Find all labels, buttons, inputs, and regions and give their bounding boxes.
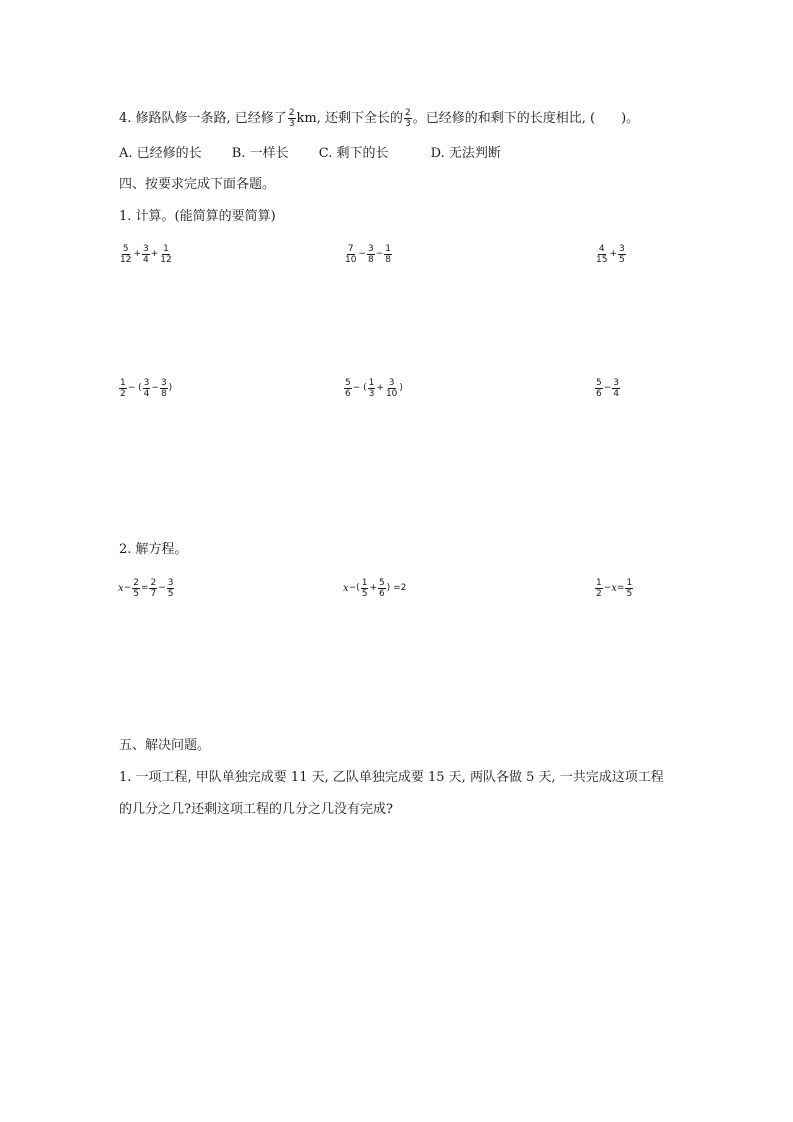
operator: − [375,249,384,259]
calc-expression [118,374,172,402]
calc-expression [343,240,393,268]
calc-expression [594,374,621,402]
operator: = [616,583,625,593]
section-4-heading: 四、按要求完成下面各题。 [119,177,276,192]
fraction: $\frac{3}{10}$ [385,377,398,399]
option-d: D. 无法判断 [430,146,501,161]
equation [594,574,634,602]
fraction: $\frac{1}{2}$ [120,377,126,399]
fraction: $\frac{3}{5}$ [167,577,174,599]
operator: + [609,249,617,259]
part-1-title: 1. 计算。(能简算的要简算) [119,209,276,224]
option-a: A. 已经修的长 [119,146,202,161]
fraction: $\frac{3}{4}$ [613,377,620,399]
fraction: $\frac{1}{2}$ [596,577,602,599]
operator: − ( [127,383,142,393]
operator: + [369,583,377,593]
problem-1-line-1: 1. 一项工程, 甲队单独完成要 11 天, 乙队单独完成要 15 天, 两队各做 5 天, 一共完成这项工程 [119,770,664,785]
question-4 [119,108,639,129]
fraction: $\frac{2}{7}$ [150,577,157,599]
part-2-title: 2. 解方程。 [119,542,188,557]
option-c: C. 剩下的长 [318,146,389,161]
fraction: $\frac{3}{4}$ [143,243,149,265]
calc-expression [343,374,403,402]
section-5-heading: 五、解决问题。 [119,738,211,753]
fraction: $\frac{3}{5}$ [619,243,625,265]
fraction: $\frac{1}{3}$ [368,377,375,399]
operator: + [133,249,141,259]
q4-mid: km, 还剩下全长的 [296,111,404,126]
variable: x [343,582,349,594]
operator: − [358,249,366,259]
operator: − ( [352,383,367,393]
equation [343,574,406,602]
operator: − [151,383,159,393]
fraction: $\frac{7}{10}$ [345,243,357,265]
operator: ) =2 [386,583,407,593]
operator: − [123,583,132,593]
operator: = [140,583,149,593]
fraction: $\frac{1}{5}$ [626,577,633,599]
operator: + [150,249,159,259]
operator: − [603,583,612,593]
q4-suffix: 。已经修的和剩下的长度相比, ( )。 [412,111,640,126]
fraction: $\frac{5}{6}$ [596,377,602,399]
fraction: $\frac{1}{12}$ [160,243,172,265]
calc-expression [118,240,174,268]
variable: x [611,582,617,594]
q4-options [119,145,527,163]
problem-1-line-2: 的几分之几?还剩这项工程的几分之几没有完成? [119,802,393,817]
fraction: $\frac{1}{5}$ [361,577,368,599]
fraction: $\frac{2}{5}$ [133,577,139,599]
fraction: $\frac{3}{8}$ [160,377,167,399]
operator: −( [348,583,360,593]
operator: − [158,583,166,593]
option-b: B. 一样长 [231,146,289,161]
fraction: $\frac{3}{8}$ [368,243,374,265]
calc-expression [594,240,627,268]
fraction: $\frac{5}{6}$ [345,377,351,399]
variable: x [118,582,124,594]
fraction-two-thirds: $\frac{2}{3}$ [405,108,411,129]
fraction-two-thirds: $\frac{2}{3}$ [288,108,295,129]
operator: ) [168,383,173,393]
operator: + [376,383,384,393]
operator: − [603,383,612,393]
equation [118,574,175,602]
fraction: $\frac{1}{8}$ [385,243,392,265]
fraction: $\frac{3}{4}$ [143,377,150,399]
fraction: $\frac{5}{12}$ [120,243,132,265]
q4-prefix: 4. 修路队修一条路, 已经修了 [119,111,287,126]
operator: ) [399,383,403,393]
fraction: $\frac{4}{15}$ [596,243,608,265]
fraction: $\frac{5}{6}$ [378,577,385,599]
